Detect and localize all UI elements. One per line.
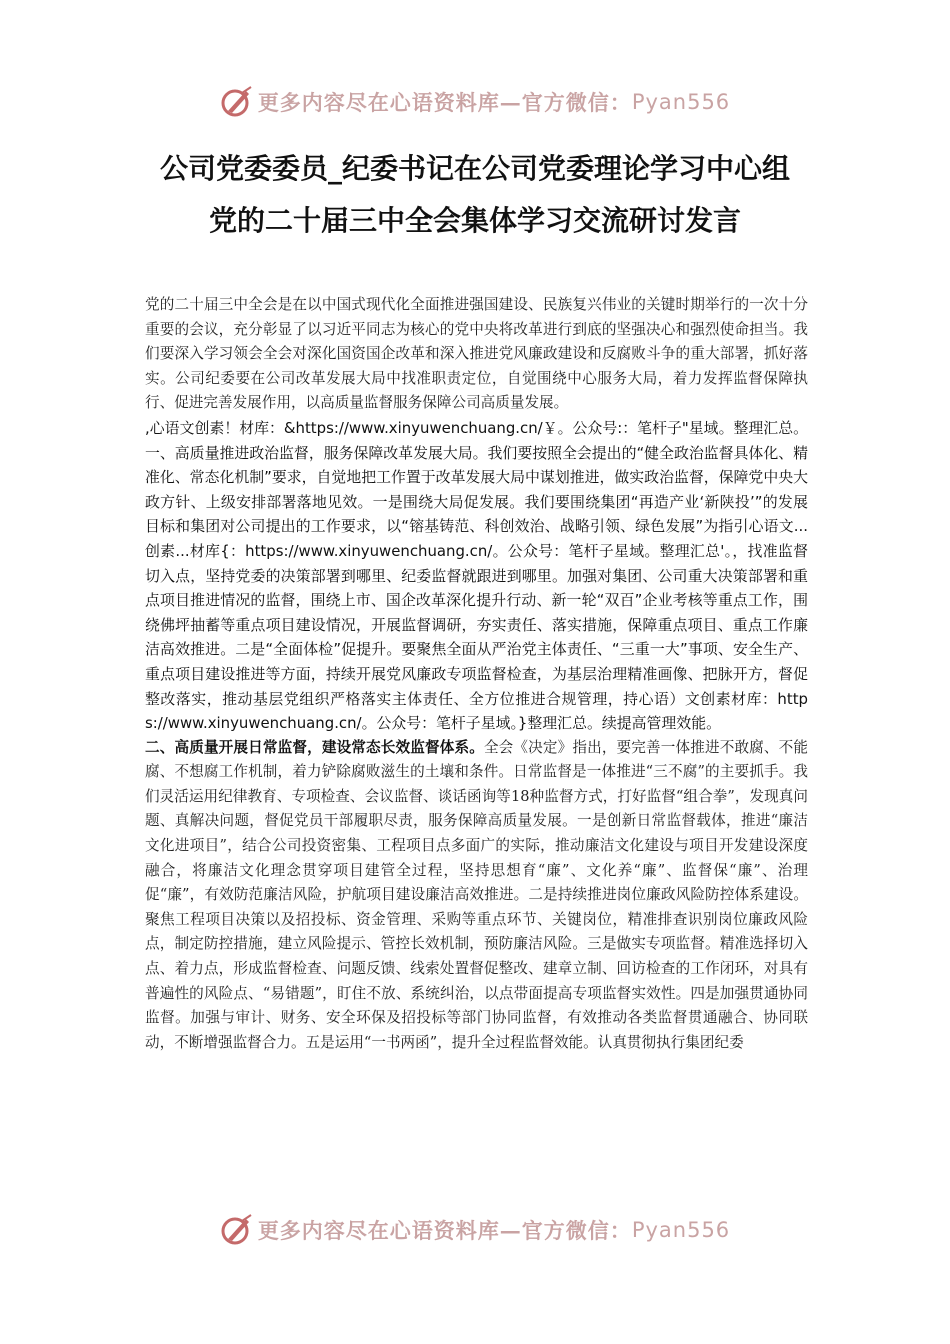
- body-paragraph-section-2: [145, 736, 808, 1056]
- banner-text: 更多内容尽在心语资料库—官方微信：: [257, 90, 632, 115]
- banner-wechat-id: Pyan556: [631, 1218, 731, 1242]
- body-paragraph-intro: 党的二十届三中全会是在以中国式现代化全面推进强国建设、民族复兴伟业的关键时期举行的一次十分重要的会议，充分彰显了以习近平同志为核心的党中央将改革进行到底的坚强决心和强烈使命担当。我们要深入学习领会全会对深化国资国企改革和深入推进党风廉政建设和反腐败斗争的重大部署，抓好落实。公司纪委要在公司改革发展大局中找准职责定位，自觉围绕中心服务大局，着力发挥监督保障执行、促进完善发展作用，以高质量监督服务保障公司高质量发展。: [145, 296, 808, 412]
- banner-text: 更多内容尽在心语资料库—官方微信：: [257, 1218, 632, 1243]
- body-paragraph-section-1: ,心语文创素！材库：&https://www.xinyuwenchuang.cn/￥。公众号:：笔杆子"星域。整理汇总。一、高质量推进政治监督，服务保障改革发展大局。我们要按照全会提出的“健全政治监督具体化、精准化、常态化机制”要求，自觉地把工作置于改革发展大局中谋划推进，做实政治监督，保障党中央大政方针、上级安排部署落地见效。一是围绕大局促发展。我们要围绕集团“再造产业‘新陕投’”的发展目标和集团对公司提出的工作要求，以“镕基铸范、科创效治、战略引领、绿色发展”为指引心语文...创素...材库{：https://www.xinyuwenchuang.cn/。公众号：笔杆子星域。整理汇总'。，找准监督切入点，坚持党委的决策部署到哪里、纪委监督就跟进到哪里。加强对集团、公司重大决策部署和重点项目推进情况的监督，围绕上市、国企改革深化提升行动、新一轮“双百”企业考核等重点工作，围绕佛坪抽蓄等重点项目建设情况，开展监督调研，夯实责任、落实措施，保障重点项目、重点工作廉洁高效推进。二是“全面体检”促提升。要聚焦全面从严治党主体责任、“三重一大”事项、安全生产、重点项目建设推进等方面，持续开展党风廉政专项监督检查，为基层治理精准画像、把脉开方，督促整改落实，推动基层党组织严格落实主体责任、全方位推进合规管理，持心语）文创素材库：https://www.xinyuwenchuang.cn/。公众号：笔杆子星域。}整理汇总。续提高管理效能。: [145, 418, 808, 733]
- quill-logo-icon: [220, 85, 254, 119]
- banner-wechat-id: Pyan556: [631, 90, 731, 114]
- footer-banner: [0, 1210, 950, 1250]
- header-banner: [0, 82, 950, 122]
- quill-logo-icon: [220, 1213, 254, 1247]
- title-line-1: 公司党委委员_纪委书记在公司党委理论学习中心组: [159, 152, 790, 185]
- section-2-text: 全会《决定》指出，要完善一体推进不敢腐、不能腐、不想腐工作机制，着力铲除腐败滋生的土壤和条件。日常监督是一体推进“三不腐”的主要抓手。我们灵活运用纪律教育、专项检查、会议监督、谈话函询等18种监督方式，打好监督“组合拳”，发现真问题、真解决问题，督促党员干部履职尽责，服务保障高质量发展。一是创新日常监督载体，推进“廉洁文化进项目”，结合公司投资密集、工程项目点多面广的实际，推动廉洁文化建设与项目开发建设深度融合，将廉洁文化理念贯穿项目建管全过程，坚持思想育“廉”、文化养“廉”、监督保“廉”、治理促“廉”，有效防范廉洁风险，护航项目建设廉洁高效推进。二是持续推进岗位廉政风险防控体系建设。聚焦工程项目决策以及招投标、资金管理、采购等重点环节、关键岗位，精准排查识别岗位廉政风险点，制定防控措施，建立风险提示、管控长效机制，预防廉洁风险。三是做实专项监督。精准选择切入点、着力点，形成监督检查、问题反馈、线索处置督促整改、建章立制、回访检查的工作闭环，对具有普遍性的风险点、“易错题”，盯住不放、系统纠治，以点带面提高专项监督实效性。四是加强贯通协同监督。加强与审计、财务、安全环保及招投标等部门协同监督，有效推动各类监督贯通融合、协同联动，不断增强监督合力。五是运用“一书两函”，提升全过程监督效能。认真贯彻执行集团纪委: [145, 738, 808, 1051]
- document-title: [60, 143, 890, 247]
- section-2-heading: 二、高质量开展日常监督，建设常态长效监督体系。: [145, 738, 484, 756]
- document-body: [145, 293, 808, 1055]
- title-line-2: 党的二十届三中全会集体学习交流研讨发言: [208, 204, 741, 237]
